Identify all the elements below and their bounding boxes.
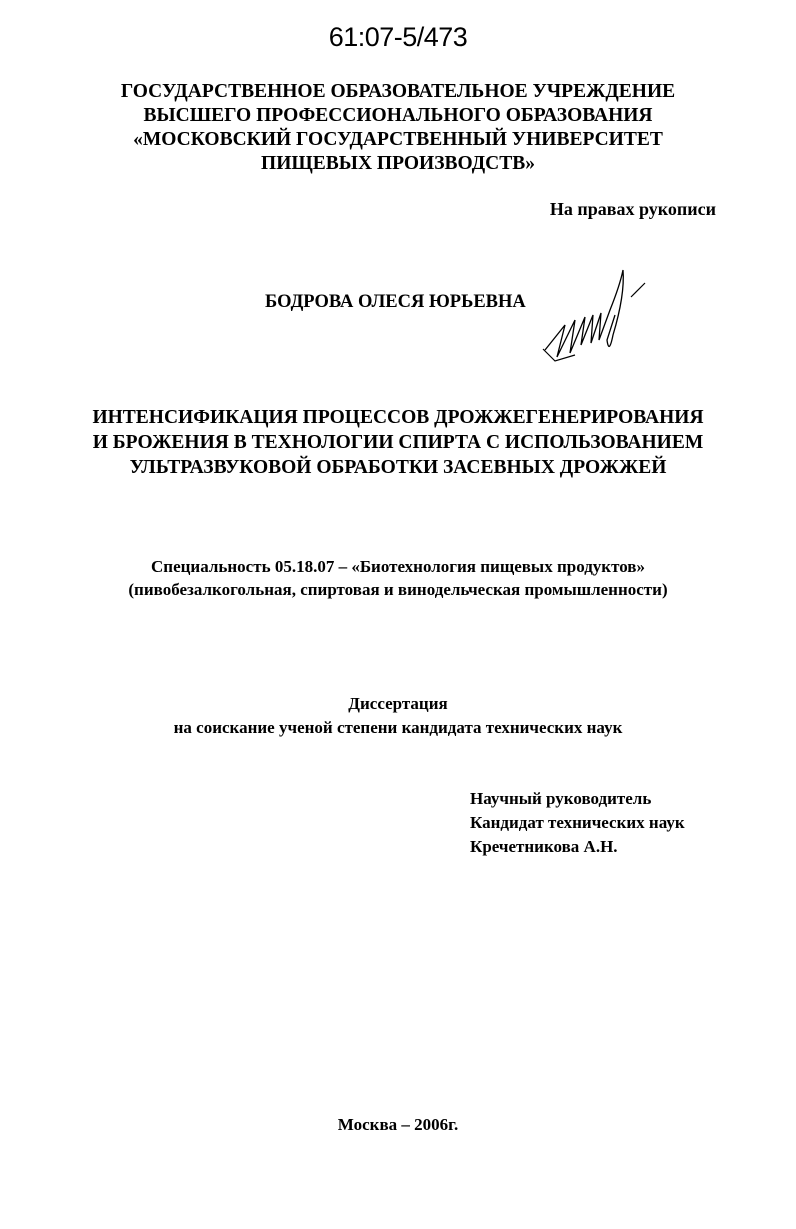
dissertation-type — [0, 692, 796, 740]
rights-note: На правах рукописи — [549, 199, 716, 219]
specialty-line: (пивобезалкогольная, спиртовая и винодельческая промышленности) — [128, 580, 668, 599]
organization-line: ВЫСШЕГО ПРОФЕССИОНАЛЬНОГО ОБРАЗОВАНИЯ — [143, 105, 653, 126]
supervisor-block — [470, 787, 685, 859]
specialty-line: Специальность 05.18.07 – «Биотехнология пищевых продуктов» — [151, 557, 645, 576]
catalog-number: 61:07-5/473 — [328, 22, 468, 52]
dissertation-line: Диссертация — [348, 694, 448, 713]
specialty — [0, 555, 796, 601]
title-line: И БРОЖЕНИЯ В ТЕХНОЛОГИИ СПИРТА С ИСПОЛЬЗОВАНИЕМ — [92, 432, 704, 453]
dissertation-line: на соискание ученой степени кандидата технических наук — [173, 718, 623, 737]
title-line: УЛЬТРАЗВУКОВОЙ ОБРАБОТКИ ЗАСЕВНЫХ ДРОЖЖЕЙ — [129, 457, 667, 478]
organization-name — [0, 80, 796, 176]
author-name: БОДРОВА ОЛЕСЯ ЮРЬЕВНА — [265, 292, 526, 312]
title-line: ИНТЕНСИФИКАЦИЯ ПРОЦЕССОВ ДРОЖЖЕГЕНЕРИРОВАНИЯ — [92, 407, 704, 428]
supervisor-line: Кандидат технических наук — [470, 813, 685, 832]
supervisor-line: Кречетникова А.Н. — [470, 837, 618, 856]
organization-line: ПИЩЕВЫХ ПРОИЗВОДСТВ» — [261, 153, 535, 174]
organization-line: «МОСКОВСКИЙ ГОСУДАРСТВЕННЫЙ УНИВЕРСИТЕТ — [133, 129, 663, 150]
dissertation-title — [0, 405, 796, 480]
city-year: Москва – 2006г. — [337, 1115, 459, 1134]
author-signature — [535, 265, 650, 365]
organization-line: ГОСУДАРСТВЕННОЕ ОБРАЗОВАТЕЛЬНОЕ УЧРЕЖДЕНИЕ — [120, 81, 676, 102]
supervisor-line: Научный руководитель — [470, 789, 652, 808]
